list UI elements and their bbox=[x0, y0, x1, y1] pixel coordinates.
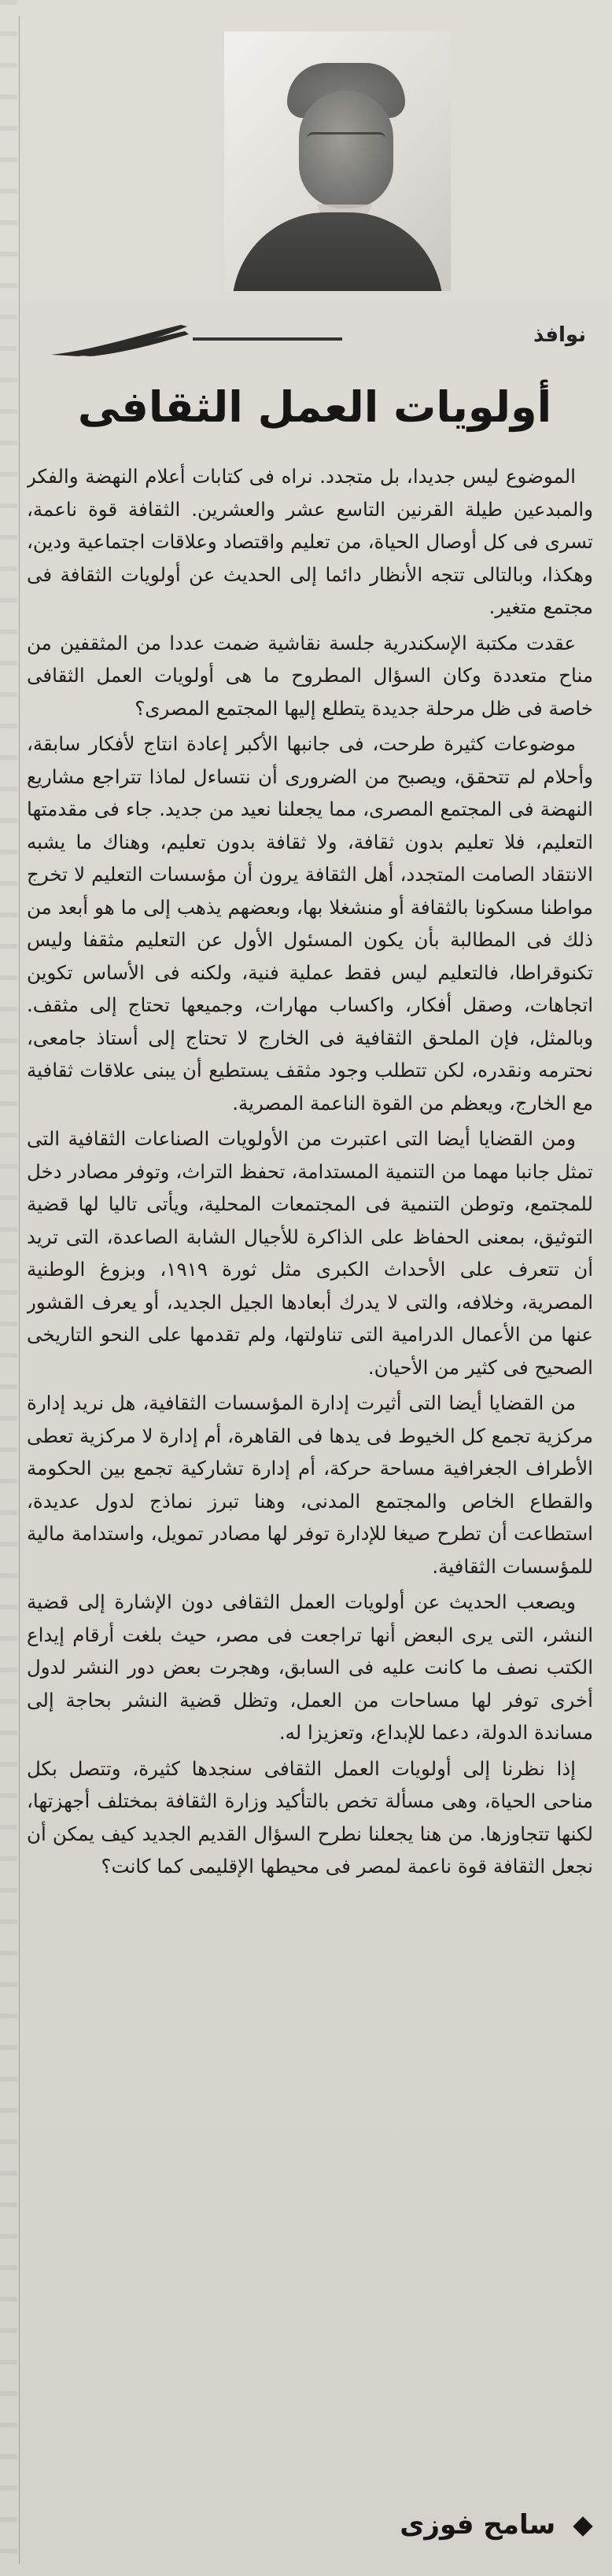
article-headline: أولويات العمل الثقافى bbox=[77, 382, 552, 432]
article-paragraph: من القضايا أيضا التى أثيرت إدارة المؤسسات الثقافية، هل نريد إدارة مركزية تجمع كل الخيوط فى يدها فى القاهرة، أم إدارة لا مركزية تعطى الأطراف الجغرافية مساحة حركة، أم إدارة تشاركية تجمع بين الحكومة والقطاع الخاص والمجتمع المدنى، وهنا تبرز نماذج لدول عديدة، استطاعت أن تطرح صيغا للإدارة توفر لها مصادر تمويل، واستدامة مالية للمؤسسات الثقافية. bbox=[27, 1391, 593, 1578]
column-divider bbox=[19, 16, 20, 2564]
section-kicker bbox=[47, 319, 598, 358]
article-paragraph: إذا نظرنا إلى أولويات العمل الثقافى سنجدها كثيرة، وتتصل بكل مناحى الحياة، وهى مسألة تخص بالتأكيد وزارة الثقافة بمختلف أجهزتها، لكنها تتجاوزها. من هنا يجعلنا نطرح السؤال القديم الجديد كيف يمكن أن نجعل الثقافة قوة ناعمة لمصر فى محيطها الإقليمى كما كانت؟ bbox=[27, 1756, 593, 1878]
photo-shoulders bbox=[232, 212, 443, 291]
section-label: نوافذ bbox=[533, 323, 586, 347]
photo-glasses bbox=[307, 132, 385, 152]
author-byline bbox=[299, 2501, 590, 2548]
article-paragraph: ومن القضايا أيضا التى اعتبرت من الأولويات الصناعات الثقافية التى تمثل جانبا مهما من التنمية المستدامة، تحفظ التراث، وتوفر مصادر دخل للمجتمع، وتوطن التنمية فى المجتمعات المحلية، ويأتى تاليا لها قضية التوثيق، بمعنى الحفاظ على الذاكرة للأجيال الشابة الصاعدة، التى تريد أن تتعرف على الأحداث الكبرى مثل ثورة ١٩١٩، وبزوغ الوطنية المصرية، وخلافه، والتى لا يدرك أبعادها الجيل الجديد، أو يعرف القشور عنها من الأعمال الدرامية التى تناولتها، ولم تقدمها على النحو التاريخى الصحيح فى كثير من الأحيان. bbox=[27, 1127, 593, 1379]
neighbouring-column-edge bbox=[0, 0, 17, 2576]
swoosh-logo-icon bbox=[47, 319, 488, 358]
diamond-bullet-icon bbox=[573, 2516, 592, 2536]
article-paragraph: عقدت مكتبة الإسكندرية جلسة نقاشية ضمت عددا من المثقفين من مناح متعددة وكان السؤال المطروح ما هى أولويات العمل الثقافى خاصة فى ظل مرحلة جديدة يتطلع إليها المجتمع المصرى؟ bbox=[27, 631, 593, 720]
article-body bbox=[27, 460, 593, 2489]
article-paragraph: موضوعات كثيرة طرحت، فى جانبها الأكبر إعادة انتاج لأفكار سابقة، وأحلام لم تتحقق، ويصبح من الضرورى أن نتساءل لماذا تتراجع مشاريع النهضة فى المجتمع المصرى، مما يجعلنا نعيد من جديد. جاء فى مقدمتها التعليم، فلا تعليم بدون ثقافة، ولا ثقافة بدون تعليم، وهناك ما يشبه الانتقاد الصامت المتجدد، أهل الثقافة يرون أن مؤسسات التعليم لا تخرج مواطنا مسكونا بالثقافة أو منشغلا بها، وبعضهم يذهب إلى ما هو أبعد من ذلك فى المطالبة بأن يكون المسئول الأول عن التعليم مثقفا وليس تكنوقراطا، فالتعليم ليس فقط عملية فنية، ولكنه فى الأساس تكوين اتجاهات، وصقل أفكار، واكساب مهارات، وجميعها تحتاج إلى مثقف. وبالمثل، فإن الملحق الثقافية فى الخارج لا تحتاج إلى أستاذ جامعى، نحترمه ونقدره، لكن تتطلب وجود مثقف يستطيع أن يبنى علاقات ثقافية مع الخارج، ويعظم من القوة الناعمة المصرية. bbox=[27, 732, 593, 1115]
author-photo bbox=[224, 31, 451, 291]
author-name: سامح فوزى bbox=[400, 2509, 556, 2541]
article-paragraph: الموضوع ليس جديدا، بل متجدد. نراه فى كتابات أعلام النهضة والفكر والمبدعين طيلة القرنين التاسع عشر والعشرين. الثقافة قوة ناعمة، تسرى فى كل أوصال الحياة، من تعليم واقتصاد وعلاقات اجتماعية ودين، وهكذا، وبالتالى تتجه الأنظار دائما إلى الحديث عن أولويات الثقافة فى مجتمع متغير. bbox=[27, 465, 593, 618]
article-paragraph: ويصعب الحديث عن أولويات العمل الثقافى دون الإشارة إلى قضية النشر، التى يرى البعض أنها تراجعت فى مصر، حيث بلغت أرقام إيداع الكتب نصف ما كانت عليه فى السابق، وهجرت بعض دور النشر لدول أخرى توفر لها مساحات من العمل، وتظل قضية النشر بحاجة إلى مساندة الدولة، دعما للإبداع، وتعزيزا له. bbox=[27, 1590, 593, 1744]
